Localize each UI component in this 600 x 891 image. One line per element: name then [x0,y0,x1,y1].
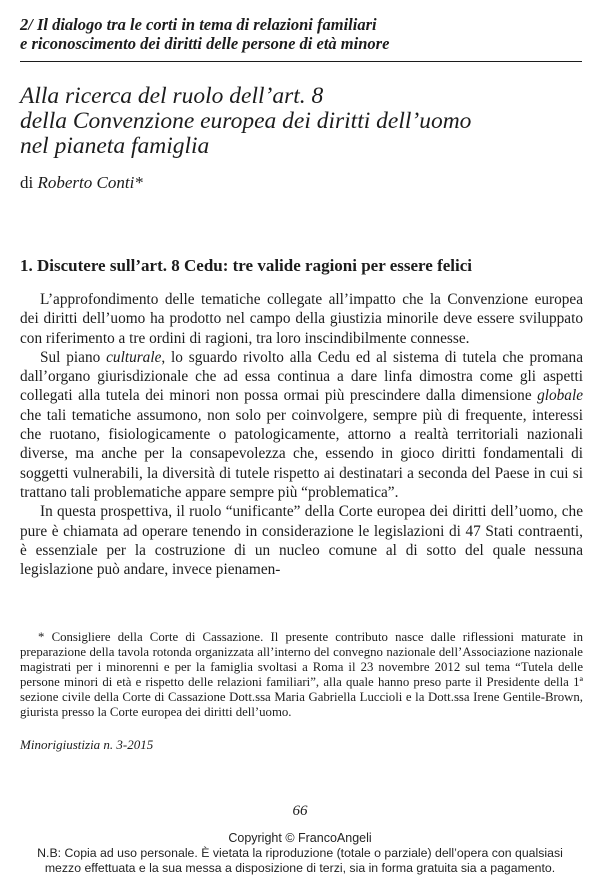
paragraph-3: In questa prospettiva, il ruolo “unificante” della Corte europea dei diritti dell’uomo, che pure è chiamata ad operare tenendo in considerazione le legislazioni di 47 Stati contraenti, è essenziale per la costruzione di un nucleo comune al di sotto del quale nessuna legislazione può andare, invece pienamen- [20,503,583,579]
body-text [20,290,583,579]
copyright-line: Copyright © FrancoAngeli [228,831,372,845]
paragraph-1: L’approfondimento delle tematiche collegate all’impatto che la Convenzione europea dei diritti dell’uomo ha prodotto nel campo della giustizia minorile deve essere sviluppato con riferimento a tre ordini di ragioni, tra loro inscindibilmente connesse. [20,291,583,347]
section-header-line-2: e riconoscimento dei diritti delle persone di età minore [20,34,390,53]
author-name: Roberto Conti* [37,173,143,192]
section-title: 1. Discutere sull’art. 8 Cedu: tre valide ragioni per essere felici [20,256,472,275]
header-divider [20,61,582,62]
article-title-line-2: della Convenzione europea dei diritti dell’uomo [20,108,472,134]
article-title [20,84,580,159]
paragraph-2-part-b: , lo sguardo rivolto alla Cedu ed al sistema di tutela che promana dall’organo giurisdizionale che ad essa continua a dare linfa dimostra come gli aspetti collegati alla tutela dei minori non possa ormai più prescindere dalla dimensione [20,348,583,405]
article-title-line-3: nel pianeta famiglia [20,133,210,159]
byline [20,173,143,193]
paragraph-2-part-a: Sul piano [40,348,107,366]
paragraph-2 [20,348,583,502]
section-header-line-1: 2/ Il dialogo tra le corti in tema di relazioni familiari [20,15,377,34]
article-title-line-1: Alla ricerca del ruolo dell’art. 8 [20,83,324,109]
page-number: 66 [292,803,308,819]
copyright-notice-line-1: N.B: Copia ad uso personale. È vietata la riproduzione (totale o parziale) dell’opera con qualsiasi [37,846,563,860]
copyright-notice [0,846,600,875]
journal-reference: Minorigiustizia n. 3-2015 [20,737,154,752]
section-header [20,15,582,53]
paragraph-2-part-c: che tali tematiche assumono, non solo per coinvolgere, sempre più di frequente, interessi che ruotano, fisiologicamente o patologicamente, attorno a realtà territoriali nazionali diverse, ma anche per la consapevolezza che, essendo in gioco diritti fondamentali di soggetti vulnerabili, la diversità di tutele rispetto ai destinatari a seconda del Paese in cui si trattano tali problematiche appare sempre più “problematica”. [20,406,583,501]
copyright-notice-line-2: mezzo effettuata e la sua messa a disposizione di terzi, sia in forma gratuita sia a pagamento. [44,860,556,875]
emphasis-culturale: culturale [106,348,162,366]
byline-prefix: di [20,173,34,192]
emphasis-globale: globale [537,387,583,405]
footnote: * Consigliere della Corte di Cassazione. Il presente contributo nasce dalle riflessioni maturate in preparazione della tavola rotonda organizzata all’interno del convegno nazionale dell’Associazione nazionale magistrati per i minorenni e per la famiglia svoltasi a Roma il 23 novembre 2012 sul tema “Tutela delle persone minori di età e rispetto delle relazioni familiari”, alla quale hanno preso parte il Presidente della 1ª sezione civile della Corte di Cassazione Dott.ssa Maria Gabriella Luccioli e la Dott.ssa Irene Gentile-Brown, giurista presso la Corte europea dei diritti dell’uomo. [20,630,583,719]
